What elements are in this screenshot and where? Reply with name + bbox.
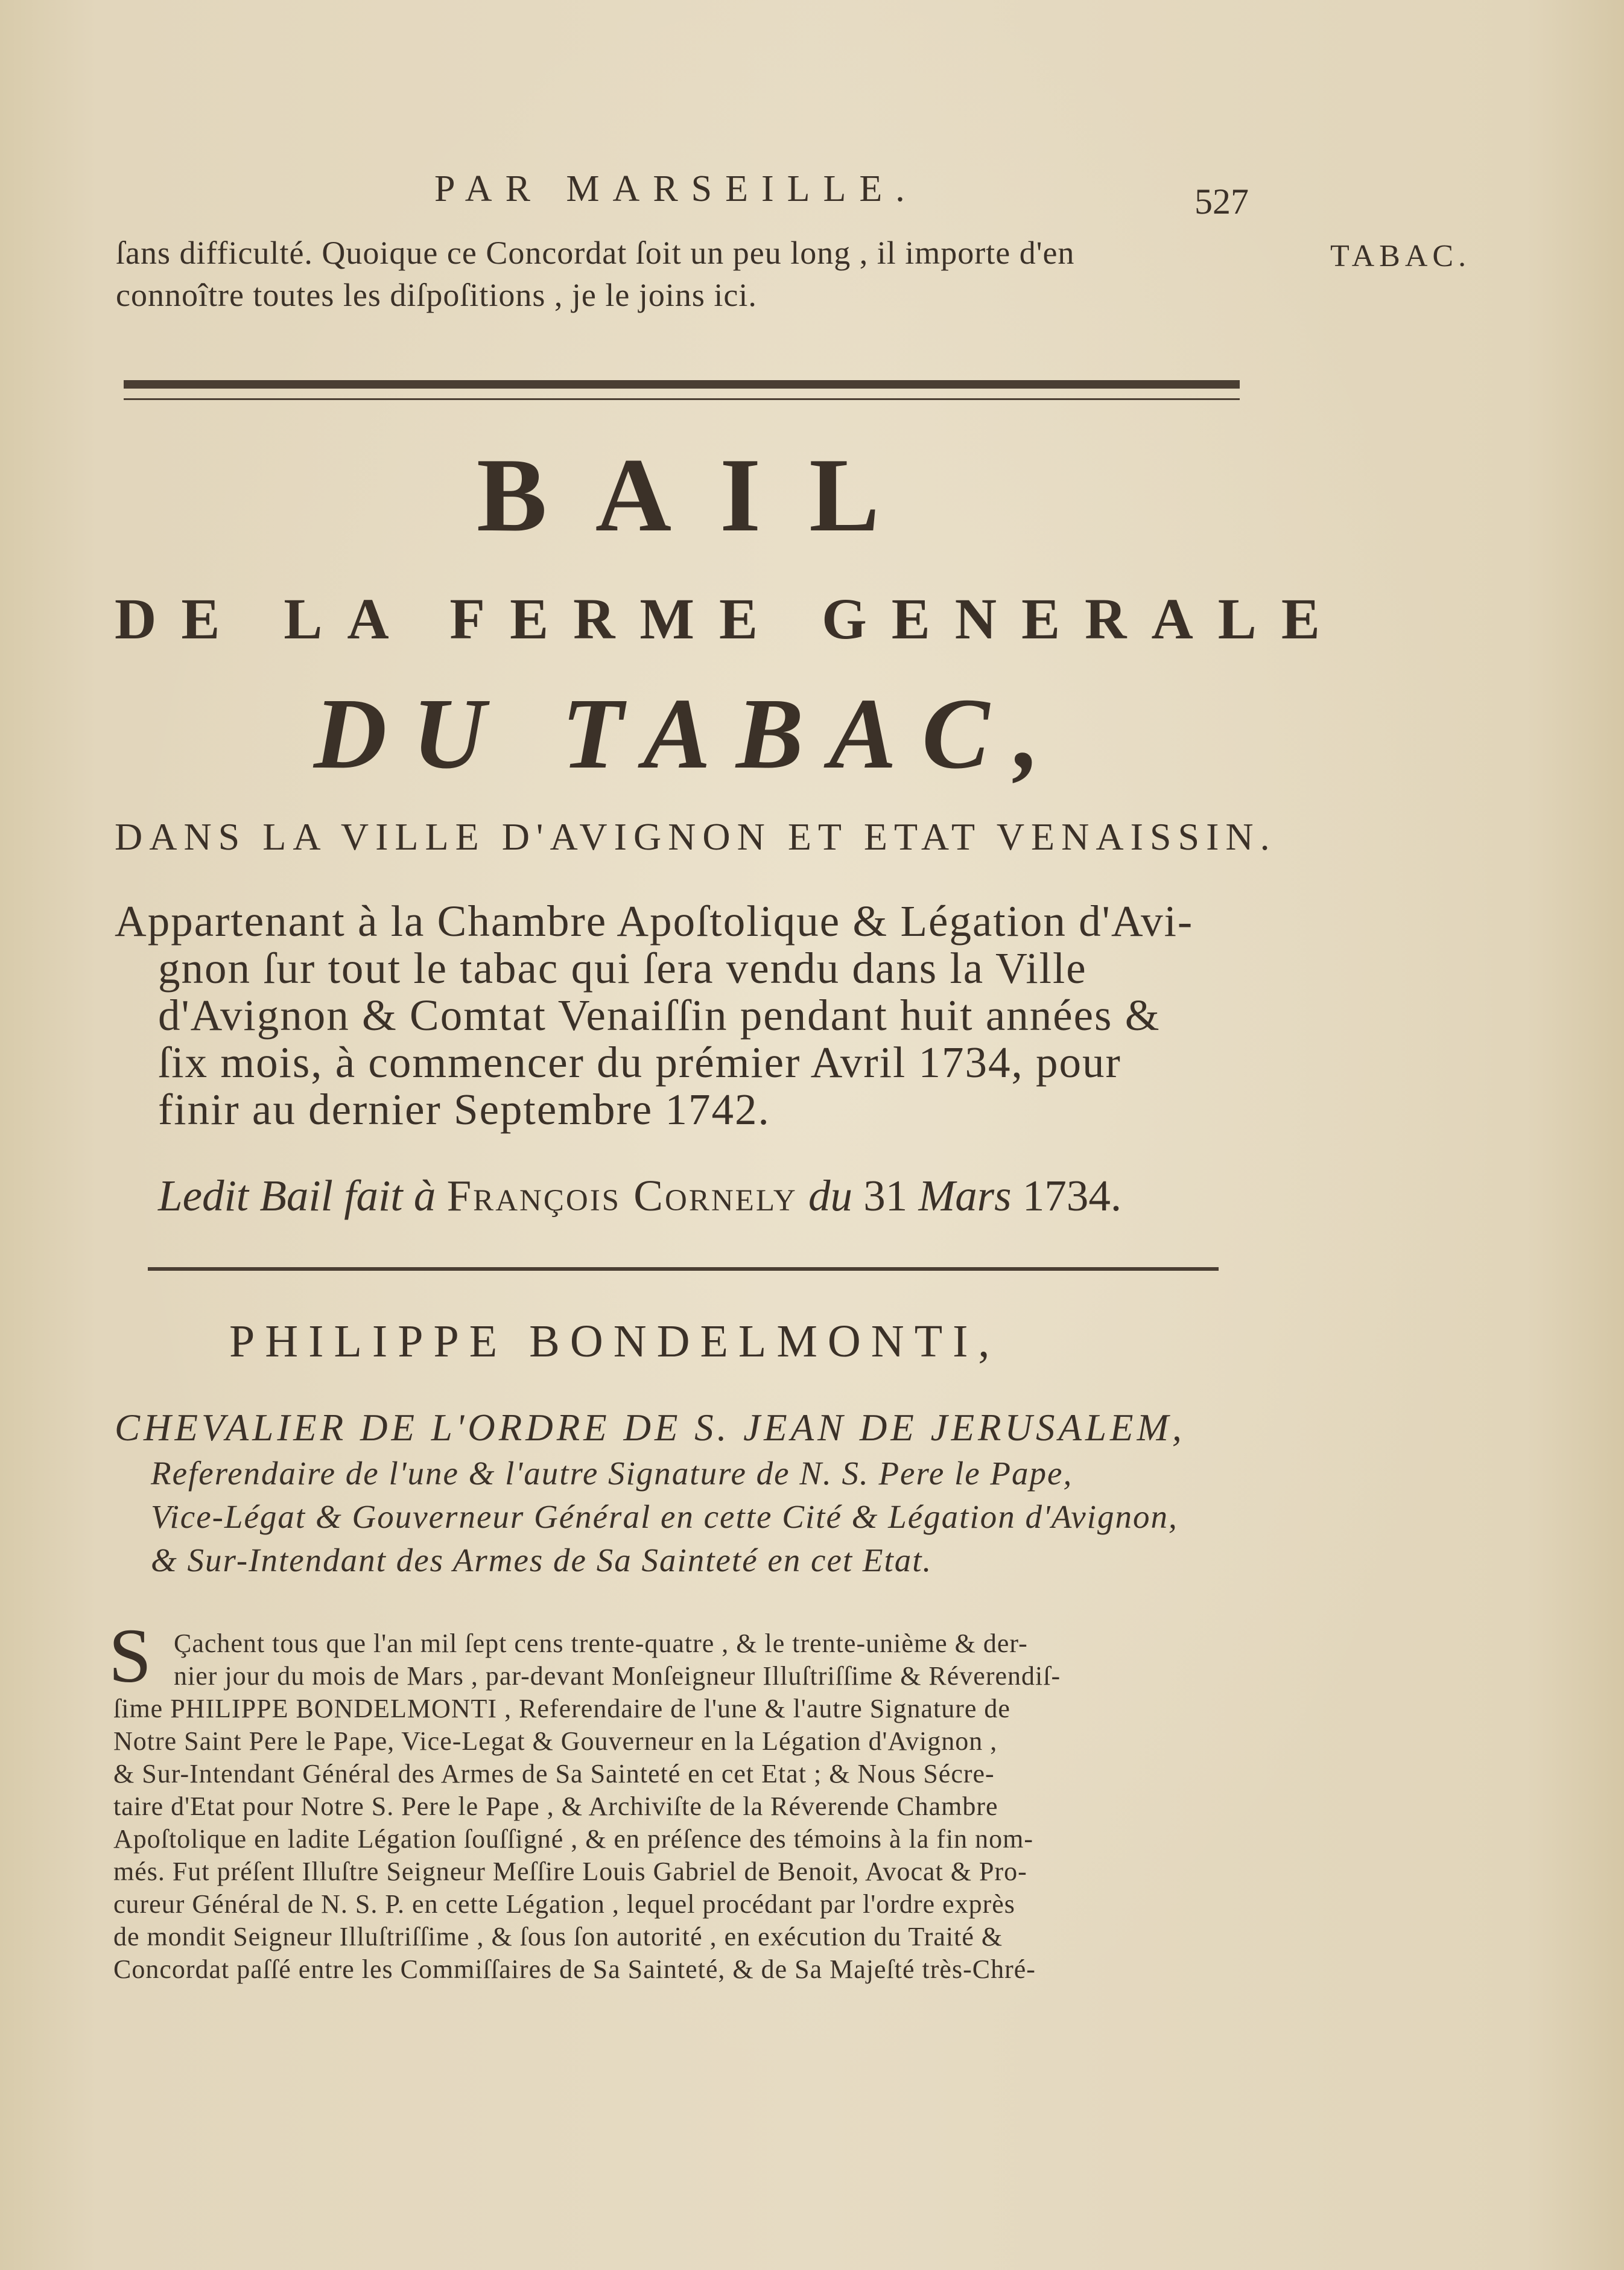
body-line: Çachent tous que l'an mil ſept cens trente-quatre , & le trente-unième & der- bbox=[174, 1629, 1028, 1658]
summary-line: ſix mois, à commencer du prémier Avril 1734, pour bbox=[158, 1038, 1121, 1087]
ledit-name: François Cornely bbox=[446, 1171, 798, 1220]
drop-cap: S bbox=[109, 1613, 152, 1699]
body-line: Concordat paſſé entre les Commiſſaires de Sa Sainteté, & de Sa Majeſté très-Chré- bbox=[113, 1954, 1036, 1984]
titles-line: Vice-Légat & Gouverneur Général en cette Cité & Légation d'Avignon, bbox=[151, 1498, 1178, 1535]
body-line: més. Fut préſent Illuſtre Seigneur Meſſire Louis Gabriel de Benoit, Avocat & Pro- bbox=[113, 1857, 1027, 1886]
titles-line: & Sur-Intendant des Armes de Sa Sainteté en cet Etat. bbox=[151, 1542, 933, 1579]
ledit-year: 1734. bbox=[1022, 1171, 1122, 1220]
body-line: ſime PHILIPPE BONDELMONTI , Referendaire de l'une & l'autre Signature de bbox=[113, 1694, 1010, 1723]
title-du-tabac: DU TABAC, bbox=[314, 678, 1066, 790]
ledit-bail-line bbox=[158, 1171, 1121, 1221]
summary-line: gnon ſur tout le tabac qui ſera vendu dans la Ville bbox=[158, 944, 1087, 993]
summary-line: d'Avignon & Comtat Venaiſſin pendant huit années & bbox=[158, 991, 1161, 1040]
ledit-prefix: Ledit Bail fait à bbox=[158, 1171, 436, 1220]
body-line: Notre Saint Pere le Pape, Vice-Legat & Gouverneur en la Légation d'Avignon , bbox=[113, 1726, 998, 1756]
ornamental-rule bbox=[124, 380, 1240, 389]
body-line: de mondit Seigneur Illuſtriſſime , & ſous ſon autorité , en exécution du Traité & bbox=[113, 1922, 1003, 1951]
page-number: 527 bbox=[1194, 182, 1249, 221]
titles-line: Referendaire de l'une & l'autre Signature de N. S. Pere le Pape, bbox=[151, 1455, 1073, 1492]
body-line: taire d'Etat pour Notre S. Pere le Pape , & Archiviſte de la Réverende Chambre bbox=[113, 1792, 998, 1821]
title-ville-avignon: DANS LA VILLE D'AVIGNON ET ETAT VENAISSIN. bbox=[115, 815, 1277, 858]
heading-chevalier: CHEVALIER DE L'ORDRE DE S. JEAN DE JERUSALEM, bbox=[115, 1407, 1185, 1449]
body-line: & Sur-Intendant Général des Armes de Sa Sainteté en cet Etat ; & Nous Sécre- bbox=[113, 1759, 995, 1788]
title-ferme-generale: DE LA FERME GENERALE bbox=[115, 587, 1345, 651]
heading-philippe: PHILIPPE BONDELMONTI, bbox=[229, 1316, 1000, 1367]
intro-line: ſans difficulté. Quoique ce Concordat ſoit un peu long , il importe d'en bbox=[116, 235, 1075, 271]
margin-note: TABAC. bbox=[1330, 239, 1471, 273]
intro-line: connoître toutes les diſpoſitions , je le joins ici. bbox=[116, 277, 757, 313]
ledit-du: du bbox=[808, 1171, 852, 1220]
ledit-month: Mars bbox=[918, 1171, 1012, 1220]
body-line: cureur Général de N. S. P. en cette Légation , lequel procédant par l'ordre exprès bbox=[113, 1889, 1015, 1919]
ledit-day: 31 bbox=[863, 1171, 908, 1220]
summary-line: finir au dernier Septembre 1742. bbox=[158, 1085, 770, 1134]
body-line: Apoſtolique en ladite Légation ſouſſigné , & en préſence des témoins à la fin nom- bbox=[113, 1824, 1034, 1854]
section-rule bbox=[148, 1267, 1219, 1271]
ornamental-rule-thin bbox=[124, 398, 1240, 400]
body-line: nier jour du mois de Mars , par-devant Monſeigneur Illuſtriſſime & Réverendiſ- bbox=[174, 1661, 1061, 1691]
summary-line: Appartenant à la Chambre Apoſtolique & Légation d'Avi- bbox=[115, 897, 1194, 946]
running-head: PAR MARSEILLE. bbox=[434, 168, 918, 209]
title-bail: BAIL bbox=[477, 436, 928, 553]
